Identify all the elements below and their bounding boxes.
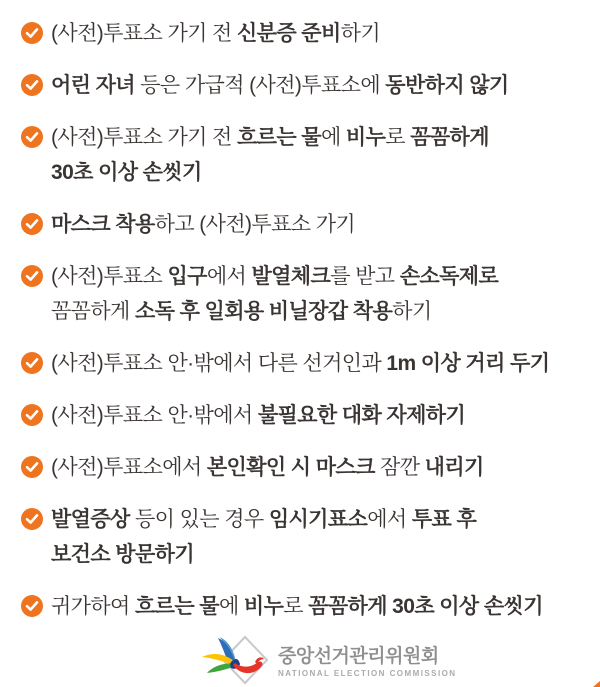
check-icon	[21, 456, 43, 478]
check-icon	[21, 213, 43, 235]
org-name	[278, 633, 457, 679]
checklist-item	[21, 346, 586, 381]
check-icon	[21, 595, 43, 617]
check-icon	[21, 404, 43, 426]
checklist-item-text: (사전)투표소 입구에서 발열체크를 받고 손소독제로 꼼꼼하게 소독 후 일회용 비닐장갑 착용하기	[51, 265, 499, 323]
checklist-item-text: 발열증상 등이 있는 경우 임시기표소에서 투표 후 보건소 방문하기	[51, 508, 477, 566]
check-icon	[21, 508, 43, 530]
check-icon	[21, 74, 43, 96]
checklist-item	[21, 68, 586, 103]
checklist-item-text: 귀가하여 흐르는 물에 비누로 꼼꼼하게 30초 이상 손씻기	[51, 595, 543, 618]
checklist-item-text: (사전)투표소 가기 전 신분증 준비하기	[51, 22, 381, 45]
checklist-item	[21, 450, 586, 485]
org-name-ko: 중앙선거관리위원회	[278, 646, 439, 667]
checklist-item	[21, 502, 586, 572]
checklist-item	[21, 589, 586, 624]
checklist-item	[21, 207, 586, 242]
checklist-item-text: (사전)투표소 안·밖에서 다른 선거인과 1m 이상 거리 두기	[51, 352, 550, 375]
check-icon	[21, 265, 43, 287]
checklist-item	[21, 16, 586, 51]
nec-bird-logo-icon	[197, 633, 271, 687]
checklist-item-text: 마스크 착용하고 (사전)투표소 가기	[51, 213, 356, 236]
checklist-item	[21, 120, 586, 190]
checklist-item-text: (사전)투표소 가기 전 흐르는 물에 비누로 꼼꼼하게 30초 이상 손씻기	[51, 126, 489, 184]
check-icon	[21, 352, 43, 374]
checklist-item-text: 어린 자녀 등은 가급적 (사전)투표소에 동반하지 않기	[51, 74, 509, 97]
checklist-item	[21, 259, 586, 329]
corner-accent-triangle	[593, 681, 600, 687]
org-name-en: NATIONAL ELECTION COMMISSION	[278, 669, 457, 678]
check-icon	[21, 22, 43, 44]
nec-logo	[197, 633, 457, 687]
checklist-item	[21, 398, 586, 433]
checklist-item-text: (사전)투표소 안·밖에서 불필요한 대화 자제하기	[51, 404, 466, 427]
check-icon	[21, 126, 43, 148]
checklist-item-text: (사전)투표소에서 본인확인 시 마스크 잠깐 내리기	[51, 456, 484, 479]
